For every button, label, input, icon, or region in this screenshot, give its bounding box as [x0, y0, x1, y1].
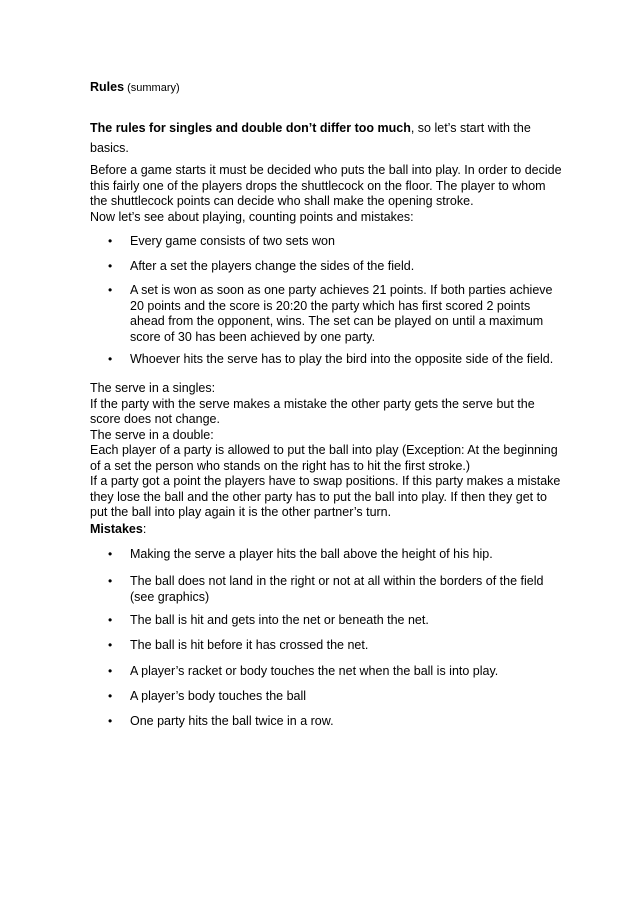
paragraph-line: The serve in a singles: — [90, 381, 216, 395]
bullet-icon: • — [108, 664, 113, 678]
list-item-text: Whoever hits the serve has to play the bird into the opposite side of the field. — [130, 352, 554, 366]
paragraph-game-start — [90, 163, 585, 225]
paragraph-line: The serve in a double: — [90, 427, 214, 442]
bullet-icon: • — [108, 574, 113, 588]
paragraph-line: of a set the person who stands on the right has to hit the first stroke.) — [90, 458, 471, 473]
list-item-text: score of 30 has been achieved by one party. — [130, 329, 376, 344]
mistakes-heading-bold: Mistakes — [90, 522, 143, 536]
list-item-text: After a set the players change the sides of the field. — [130, 259, 415, 273]
paragraph-line: the shuttlecock points can decide who shall make the opening stroke. — [90, 194, 474, 208]
paragraph-line: put the ball into play again it is the other partner’s turn. — [90, 505, 392, 519]
intro-line2: basics. — [90, 140, 129, 155]
list-item-text: A player’s racket or body touches the net when the ball is into play. — [130, 664, 499, 678]
list-item-text: A player’s body touches the ball — [130, 689, 307, 703]
bullet-icon: • — [108, 352, 113, 366]
bullet-icon: • — [108, 259, 113, 273]
paragraph-line: score does not change. — [90, 412, 220, 426]
list-item-text: (see graphics) — [130, 589, 210, 604]
list-item-text: The ball does not land in the right or not at all within the borders of the field — [130, 574, 544, 588]
list-item-text: The ball is hit and gets into the net or beneath the net. — [130, 613, 429, 627]
paragraph-serve — [90, 381, 585, 521]
list-item-text: A set is won as soon as one party achieves 21 points. If both parties achieve — [130, 283, 553, 297]
paragraph-line: Before a game starts it must be decided who puts the ball into play. In order to decide — [90, 163, 562, 177]
bullet-icon: • — [108, 638, 113, 652]
intro-rest: , so let’s start with the — [410, 121, 531, 135]
paragraph-line: they lose the ball and the other party has to put the ball into play. If then they get to — [90, 489, 548, 504]
list-item-text: Making the serve a player hits the ball above the height of his hip. — [130, 547, 493, 561]
paragraph-line: If the party with the serve makes a mistake the other party gets the serve but the — [90, 396, 535, 411]
list-item-text: One party hits the ball twice in a row. — [130, 714, 334, 728]
paragraph-line: Now let’s see about playing, counting points and mistakes: — [90, 209, 414, 224]
list-item-text: ahead from the opponent, wins. The set can be played on until a maximum — [130, 314, 544, 328]
rules-heading — [90, 80, 585, 97]
bullet-icon: • — [108, 547, 113, 561]
bullet-icon: • — [108, 234, 113, 248]
bullet-icon: • — [108, 613, 113, 627]
bullet-icon: • — [108, 283, 113, 297]
intro-bold: The rules for singles and double don’t differ too much — [90, 121, 411, 135]
paragraph-line: this fairly one of the players drops the shuttlecock on the floor. The player to whom — [90, 178, 546, 193]
mistakes-heading — [90, 522, 585, 538]
paragraph-line: Each player of a party is allowed to put the ball into play (Exception: At the beginning — [90, 443, 558, 457]
list-item-text: The ball is hit before it has crossed the net. — [130, 638, 369, 652]
paragraph-line: If a party got a point the players have to swap positions. If this party makes a mistake — [90, 474, 561, 488]
bullet-icon: • — [108, 714, 113, 728]
rules-heading-bold: Rules — [90, 80, 125, 94]
rules-heading-rest: (summary) — [124, 82, 180, 94]
intro-paragraph — [90, 121, 585, 156]
bullet-icon: • — [108, 689, 113, 703]
mistakes-heading-rest: : — [142, 522, 147, 536]
list-item-text: Every game consists of two sets won — [130, 234, 335, 248]
list-item-text: 20 points and the score is 20:20 the party which has first scored 2 points — [130, 298, 531, 313]
